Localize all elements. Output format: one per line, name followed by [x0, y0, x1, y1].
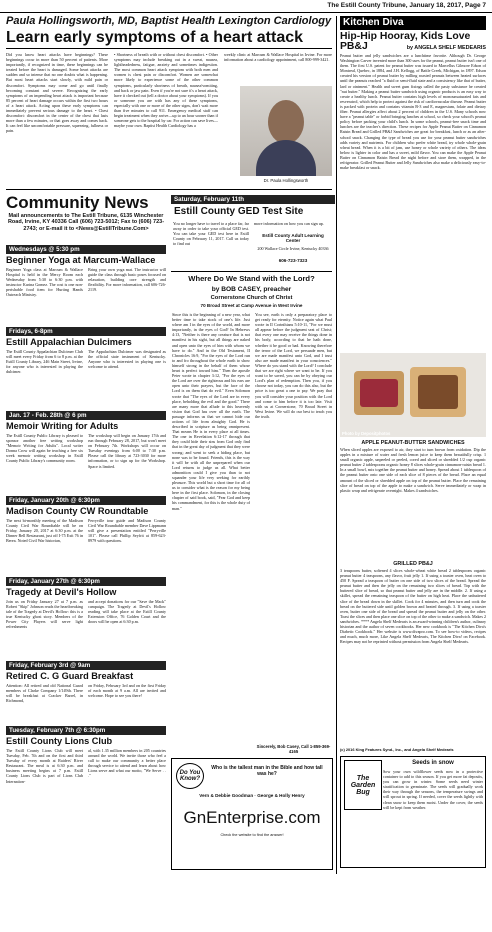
heart-photo	[240, 86, 332, 176]
community-item-col2: Bring your own yoga mat. The instructor will guide the class through basic poses focused on relaxation, building core strength and flexibility. For more information, call 606-726-2119.	[88, 267, 166, 293]
bible-col2: You see, earth is only a preparatory place to get ready for eternity. Notice again what Paul wrote in II Corinthians 5:10-11, "For we must all appear before the judgment seat of Christ; that every one may receive the things done in his body, according to that he hath done, whether it be good or bad. Knowing therefore the terror of the Lord, we persuade men, but we are made manifest unto God, and I trust also are made manifest in your consciences." Where do you stand with the Lord? I conclude that we are right where we want to be. If you want to be saved, you can be by obeying our Lord's plan of redemption. Then you, if you choose not today, you can do this also, but the price is too great a one to pay. We pray that you will consider your position with the Lord and come to him before it is too late. Visit with us at Cornerstone, 70 Broad Street in West Irvine. We will do our best to teach you the truth.	[255, 312, 332, 419]
community-title: Community News	[6, 193, 149, 212]
community-item-title: Beginner Yoga at Marcum-Wallace	[6, 256, 156, 265]
community-item-col2: on Friday, February 3rd and on the first Friday of each month at 9 a.m. All are invited and welcome. Hope to see you there!	[88, 683, 166, 699]
bible-signoff: Sincerely, Bob Casey, Call 1-859-369-4165	[256, 744, 331, 754]
garden-text: Sow your own wildflower seeds now in a protective container to add to this season. If you get more fat deposits, you can grow in winter. Some seeds need winter stratification to germinate. The seeds will gradually work their way through the seasons, the temperature swings and will sprout in spring. If needed, cover the seeds lightly with clean snow to keep them moist. Under the cover, the seeds will be kept from weather.	[383, 769, 483, 810]
ad-names: Vern & Debbie Goodman · George & Holly Henry	[199, 793, 305, 798]
ad-question: Who is the tallest man in the Bible and how tall was he?	[211, 765, 323, 777]
community-item-date: Fridays, 6-8pm	[9, 328, 53, 335]
kitchen-headline: Hip-Hip Hooray, Kids Love PB&J	[340, 31, 471, 53]
ad-website[interactable]: GnEnterprise.com	[183, 808, 321, 827]
heart-col1: Did you know heart attacks have beginnings? These beginnings occur in more than 50 percent of patients. More importantly, if recognized in time, these beginnings can be treated before the heart is damaged. Some heart attacks are sudden and so intense that no one doubts what is happening. But most heart attacks start slowly, with mild pain or discomfort. Symptoms may come and go until finally becoming constant and severe. Recognizing the early symptoms of an impending heart attack is important because 85 percent of heart damage occurs within the first two hours of a heart attack. Acting upon these early symptoms can immediately prevent serious damage to the heart. • Chest discomfort: discomfort in the center of the chest that lasts more than a few minutes, or that goes away and comes back. It can feel like uncomfortable pressure, squeezing, fullness or pain.	[6, 52, 108, 134]
community-item-col2: al, with 1.35 million members in 205 countries around the world. We invite those who feel a call to make our community a better place through service to attend and learn about how Lions serve and what our motto, "We Serve . . ."	[88, 748, 166, 779]
community-item-col2: Perryville tour guide and Madison County Civil War Roundtable member Dave Lippmann will give a presentation entitled "Perryville 101". Please call Phillip Seyfrit at 859-623-8979 with questions.	[88, 518, 166, 544]
recipe1-title: APPLE PEANUT-BUTTER SANDWICHES	[361, 440, 465, 446]
kitchen-col: Peanut butter and jelly sandwiches are a lunchtime favorite. Although Dr. George Washington Carver invented more than 300 uses for the peanut, peanut butter isn't one of them. The first U.S. patent for peanut butter was issued to Marcellus Gilmore Edson of Montreal, Quebec, in 1884, and J.H. Kellogg, of Battle Creek, Michigan, in 1897. Edson created his version of peanut butter by milling roasted peanuts between heated surfaces until the peanuts reached "a fluid or semi-fluid state and a consistency like that of butter, lard or ointment." Health and sweet gum fixings called the pasty substance he created "nut butter." Making a peanut butter sandwich using organic products is an easy way to create a healthy lunch. Peanut butter contains high levels of monounsaturated fats and resveratrol, which help to protect against the risk of cardiovascular disease. Peanut butter is packed with protein and contains vitamin B-3 and E, magnesium, folate and dietary fiber. Peanut allergies affect about 2 percent of children in the U.S. Many schools now have a "peanut table" or forbid bringing lunches at school, so check your school's peanut policy before packing your child's lunch. In some schools, peanut-free snack time and lunches are the teacher's direction. These recipes for Apple Peanut Butter on Cinnamon Raisin Bread and Grilled PB&J Sandwiches are great for breakfast, lunch or as an after-school snack. Changing the type of bread you use for your peanut butter sandwiches adds variety and nutrients. For children who prefer white bread, try whole whole-grain wheat bread. When it is a bit of jam, use honey or whole variety of others. The ideas below is lighter in color and has a sweet, mild flavor. You can make the Apple Peanut Butter on Cinnamon Raisin Bread the night before and store them, wrapped, in the refrigerator. Grilled Peanut Butter and Jelly Sandwiches also make a deliciously easy-to-make breakfast or snack.	[340, 53, 486, 171]
community-item-date-bar	[6, 245, 166, 254]
masthead-date: The Estill County Tribune, January 18, 2017, Page 7	[327, 2, 486, 9]
community-item-date-bar	[6, 577, 166, 586]
community-item-date-bar	[6, 496, 166, 505]
community-item-date: Friday, January 20th @ 6:30pm	[9, 497, 100, 504]
pbj-photo-caption: Photo by Depositphotos	[342, 431, 391, 436]
ged-date-text: Saturday, February 11th	[174, 196, 245, 203]
community-item-col1: Join us on Friday January 27 at 7 p.m. as Robert "Skip" Johnson reads the heartbreaking tale of the Tragedy at Devil's Hollow: this is a true Kentucky ghost story. Members of the Power City Players will serve light refreshments	[6, 599, 83, 630]
bible-headline: Where Do We Stand with the Lord?	[188, 274, 315, 283]
community-item-col1: The Estill County Lions Club will meet Tuesday, Feb. 7th and on the first and third Tuesday of every month at Raiders' River Restaurant. The meal is at 6:30 p.m. and business meeting begins at 7 p.m. Estill County Lions Club is part of Lions Club Internation-	[6, 748, 83, 784]
bible-byline: by BOB CASEY, preacher	[211, 286, 292, 293]
community-item-col1: Attention: All retired and old National Guard members of Clarke Company 1/149th. There will be breakfast at Cracker Barrel, in Richmond,	[6, 683, 83, 704]
recipe1-text: When sliced apples are exposed to air, they start to turn brown from oxidation. Dip the apples in a mixture of water and fresh lemon juice to keep them beautifully crisp. 1 small organic apple, unpeeled or peeled, cored and sliced or shredded 1/2 cup organic peanut butter 2 tablespoons organic honey 8 slices whole-grain cinnamon-raisin bread 1. In a small bowl, mix together the peanut butter and honey. Spread about 1 tablespoon of the peanut butter onto one side of each slice of 8 pieces of the bread. Place an equal amount of the sliced or shredded apple on top of the peanut butter. Place the remaining slice of bread on top of the apple to make a sandwich. Serve immediately or wrap in plastic wrap and refrigerate overnight. Makes 4 sandwiches.	[340, 447, 486, 493]
community-item-date-bar	[6, 327, 166, 336]
community-item-col1: Beginner Yoga class at Marcum & Wallace Hospital is held in the Mercy Room each Wednesday from 5:30 to 6:30 p.m. with instructor Karina Gomez. The cost is one non-perishable food item for Hurting Hands Outreach Ministry.	[6, 267, 83, 298]
garden-logo: The Garden Bug	[344, 760, 382, 810]
ged-title: Estill County GED Test Site	[174, 206, 304, 217]
bible-addr: 70 Broad Street at Camp Avenue in West Irvine	[200, 303, 303, 308]
heart-col2: • Shortness of breath with or without chest discomfort. • Other symptoms may include breaking out in a sweat, nausea, lightheadedness, fatigue, anxiety and sometimes indigestion. The most common heart attack symptom with both men and women is chest pain or discomfort. Women are somewhat more likely to experience some of the other common symptoms, particularly shortness of breath, nausea/vomiting, and back or jaw pain. Even if you're not sure it's a heart attack, have it checked out (tell a doctor about your symptoms). If you or someone you are with has any of these symptoms, especially with one or more of the other signs, don't wait more than five minutes to call 911. Emergency medical staff can begin treatment when they arrive—up to an hour sooner than if someone gets to the hospital by car. For action can save lives—maybe your own. Baptist Health Cardiology has a	[114, 52, 218, 129]
community-item-date: Jan. 17 - Feb. 28th @ 6 pm	[9, 412, 87, 419]
ad-do-you-know-logo: Do You Know?	[176, 763, 204, 789]
masthead-bar	[0, 0, 492, 13]
ged-col2: more information on how you can sign up.	[254, 221, 324, 226]
community-item-date-bar	[6, 411, 166, 420]
kitchen-copyright: (c) 2016 King Features Synd., Inc., and Angela Shelf Medearis	[340, 747, 454, 752]
heart-headline: Learn early symptoms of a heart attack	[6, 29, 304, 46]
community-item-title: Madison County CW Roundtable	[6, 507, 149, 516]
recipe2-title: GRILLED PB&J	[393, 561, 433, 567]
community-item-col1: The Estill County Public Library is pleased to sponsor another free writing workshop "Memoir Writing for Adults". Local writer Donna Crow will again be teaching a free six week memoir writing workshop in Estill County Public Library's community room.	[6, 433, 83, 464]
ged-addr: 200 Wallace Circle Irvine, Kentucky 40336	[257, 246, 329, 251]
recipe2-text: 3 teaspoons butter, softened 4 slices whole-wheat white bread 2 tablespoons organic peanut butter 4 teaspoons, any flavor, fruit jelly 1. If using a toaster oven, heat oven to 450 F. Spread a teaspoon of butter on one side of two slices of the bread. Spread the peanut butter and then the jelly on the remaining two slices of bread. Top with the buttered slice of bread, so that peanut butter and jelly are in the middle. 2. If using a skillet, spread the remaining teaspoon of the butter on high heat. Place the unbuttered slice of the bread down in the skillet. Cook for 4 minutes, and then turn and cook the bread on the buttered side until golden brown and heated through. 3. If using a toaster oven, butter one side of the bread and spread the peanut butter and jelly on the other. Toast the slices and then place one slice on top of the other to make a sandwich. Makes 2 sandwiches. **** Angela Shelf Medearis is an award-winning children's author, culinary historian and the author of seven cookbooks. Her new cookbook is "The Kitchen Diva's Diabetic Cookbook." Her website is www.divapro.com. To see how-to videos, recipes and much, much more, Like Angela Shelf Medearis, The Kitchen Diva! on Facebook. Recipes may not be reprinted without permission from Angela Shelf Medearis.	[340, 568, 486, 645]
bible-col1: Since this is the beginning of a new year, what better time to take stock of one's life. Just where am I in the eyes of the world, and more importantly, in the eyes of God? In Hebrews 4:13, "Neither is there any creature that is not manifest in his sight, but all things are naked and open unto the eyes of him with whom we have to do." And in the Old Testament, II Chronicles 16:9, "For the eyes of the Lord run to and fro throughout the whole earth to show himself strong in the behalf of them whose heart is perfect toward him." Then the apostle Peter wrote in chapter 3:12, "For the eyes of the Lord are over the righteous and his ears are open unto their prayers, but the face of the Lord is on them that do evil." Even Solomon wrote that "The eyes of the Lord are in every place, beholding the evil and the good." There are many more that allude to this heavenly vision that God has over all the earth. The passage informs us that we cannot hide our actions of life from almighty God. He is described in scripture as being omnipresent. That means He is in every place at all times. The one in Revelation 6:12-17 through that they could hide their sins from God only find that in the great day of judgment that they were wrong; and went to seek a hiding place, but none was to be found. Friends, this is the way it will be with all the unprepared when our Lord returns to judge us all. What better admonition could I give you than to not squander your life very seeking for earthly pleasure. This world but a short time for all of us to consider what is the reason for my being here in the first place. Solomon, in the closing chapter of said book, said, "Fear God and keep his commandment, for this is the whole duty of man."	[172, 312, 250, 511]
community-item-date-bar	[6, 661, 166, 670]
kitchen-byline: by ANGELA SHELF MEDEARIS	[406, 45, 486, 51]
heart-col3: weekly clinic at Marcum & Wallace Hospital in Irvine. For more information about a cardiology appointment, call 800-999-3421.	[224, 52, 332, 63]
ged-phone: 606-723-7323	[278, 258, 308, 263]
pbj-photo	[340, 353, 486, 437]
community-item-col1: The next bi-monthly meeting of the Madison County Civil War Roundtable will be on Friday, January 20, 2017 at 6:30 p.m. at the Dinner Bell Restaurant, just off I-75 Exit 76 in Berea. Noted Civil War historian,	[6, 518, 83, 544]
community-item-title: Estill County Lions Club	[6, 737, 113, 746]
community-item-col2: and accept donations for our "Save the Mack" campaign. The Tragedy at Devil's Hollow reading will take place at the Estill County Extension Office, 76 Golden Court and the doors will be open at 6:30 p.m.	[88, 599, 166, 625]
community-item-title: Estill Appalachian Dulcimers	[6, 338, 132, 347]
community-item-date: Friday, February 3rd @ 9am	[9, 662, 91, 669]
garden-title: Seeds in snow	[412, 760, 454, 766]
community-item-title: Tragedy at Devil's Hollow	[6, 588, 117, 597]
community-item-title: Retired C. G Guard Breakfast	[6, 672, 134, 681]
kitchen-section: Kitchen Diva	[340, 16, 486, 30]
community-item-col2: The workshop will begin on January 17th and run through February 28, 2017, but won't meet on February 7th. Workshops will occur on Tuesday evenings from 6:00 to 7:30 p.m. Please call the library at 723-3030 for more information, or to sign up for the Workshop. Space is limited.	[88, 433, 166, 469]
ged-date	[171, 195, 335, 204]
community-item-col2: The Appalachian Dulcimer was designated as the official state instrument of Kentucky. Anyone who is interested in playing one is welcome to attend.	[88, 349, 166, 370]
community-item-title: Memoir Writing for Adults	[6, 422, 119, 431]
community-item-date: Friday, January 27th @ 6:30pm	[9, 578, 100, 585]
heart-byline: Paula Hollingsworth, MD, Baptist Health Lexington Cardiology	[6, 15, 332, 27]
ad-box	[171, 758, 333, 870]
community-mail: Mail announcements to The Estill Tribune, 6135 Winchester Road, Irvine, KY 40336 Call (606) 723-5012; Fax to (606) 723-2743; or E-mail it to <News@EstillTribune.Com>	[7, 213, 165, 232]
ged-col1: You no longer have to travel to a place far, far away in order to take your official GED test. You can take your GED test here in Estill County on February 11, 2017. Call us today to find out	[173, 221, 249, 247]
bible-org: Cornerstone Church of Christ	[210, 295, 293, 301]
garden-box	[340, 756, 486, 868]
ad-footer: Check the website to find the answer!	[220, 833, 284, 837]
ged-org: Estill County Adult Learning Center	[262, 233, 324, 243]
community-item-date-bar	[6, 726, 166, 735]
heart-photo-caption: Dr. Paula Hollingsworth	[263, 178, 309, 183]
community-item-date: Tuesday, February 7th @ 6:30pm	[9, 727, 106, 734]
community-item-col1: The Estill County Appalachian Dulcimer Club will meet every Friday from 6 to 8 p.m. at the Estill County Library, 246 Main Street, Irvine, for anyone who is interested in playing the dulcimer.	[6, 349, 83, 375]
community-item-date: Wednesdays @ 5:30 pm	[9, 246, 80, 253]
